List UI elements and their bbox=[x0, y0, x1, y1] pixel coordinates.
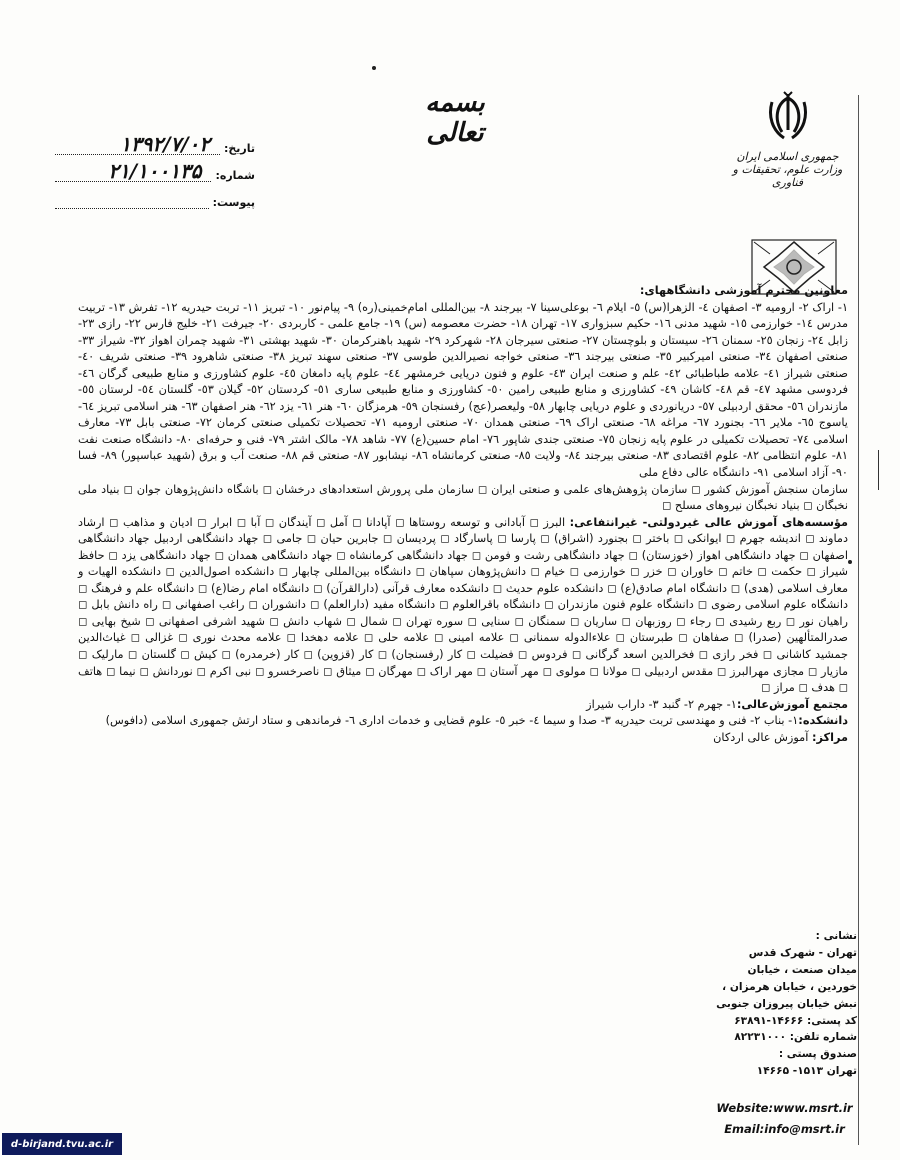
org-line-2: وزارت علوم، تحقیقات و فناوری bbox=[732, 163, 843, 189]
complex-paragraph bbox=[78, 697, 848, 714]
organizations-list: سازمان سنجش آموزش کشور ◻ سازمان پژوهش‌های علمی و صنعتی ایران ◻ سازمان ملی پرورش استعدادهای درخشان ◻ باشگاه دانش‌پژوهان جوان ◻ بنیاد ملی نخبگان ◻ بنیاد نخبگان نیروهای مسلح ◻ bbox=[78, 482, 848, 513]
org-line-1: جمهوری اسلامی ایران bbox=[736, 150, 839, 163]
faculty-paragraph bbox=[78, 713, 848, 730]
address-line: خوردین ، خیابان هرمزان ، bbox=[722, 980, 857, 993]
address-label: نشانی : bbox=[815, 930, 857, 942]
bismillah-heading: بسمه تعالی bbox=[425, 88, 485, 148]
complex-list: ۱- جهرم ۲- گنبد ۳- داراب شیراز bbox=[586, 697, 737, 711]
scan-edge-line bbox=[858, 95, 859, 1145]
attachment-row bbox=[55, 182, 255, 209]
letter-body bbox=[78, 283, 848, 746]
centers-paragraph bbox=[78, 730, 848, 747]
number-label: شماره: bbox=[215, 169, 255, 182]
ministry-emblem-block bbox=[725, 90, 850, 220]
scan-speck bbox=[848, 560, 852, 564]
scan-edge-mark bbox=[878, 450, 879, 490]
watermark-badge: d-birjand.tvu.ac.ir bbox=[2, 1133, 122, 1155]
centers-heading: مراکز: bbox=[811, 730, 848, 744]
address-line: میدان صنعت ، خیابان bbox=[747, 963, 857, 976]
faculty-heading: دانشکده: bbox=[798, 714, 848, 728]
web-contact bbox=[712, 1098, 857, 1140]
complex-heading: مجتمع آموزش‌عالی: bbox=[736, 697, 848, 711]
date-row bbox=[55, 128, 255, 155]
centers-list: آموزش عالی اردکان bbox=[713, 730, 809, 744]
po-box-label: صندوق پستی : bbox=[778, 1048, 857, 1061]
scan-speck bbox=[372, 66, 376, 70]
po-box: تهران ۱۵۱۳- ۱۴۶۶۵ bbox=[756, 1065, 857, 1078]
letter-meta bbox=[55, 128, 255, 209]
date-value: ۱۳۹۲/۷/۰۲ bbox=[120, 132, 210, 156]
attachment-label: پیوست: bbox=[212, 196, 255, 209]
recipients-heading: معاونین محترم آموزشی دانشگاههای: bbox=[639, 284, 848, 297]
postal-code: کد پستی: ۱۴۶۶۶-۶۳۸۹۱ bbox=[734, 1014, 857, 1027]
address-line: نبش خیابان پیروزان جنوبی bbox=[716, 997, 857, 1010]
website-link[interactable]: Website:www.msrt.ir bbox=[716, 1101, 853, 1115]
number-value: ۲۱/۱۰۰۱۳۵ bbox=[108, 159, 202, 183]
iran-emblem-icon bbox=[766, 90, 810, 144]
nonprofit-list: البرز ◻ آبادانی و توسعه روستاها ◻ آپادانا ◻ آمل ◻ آیندگان ◻ آبا ◻ ابرار ◻ ادیان و مذاهب ◻ ارشاد دماوند ◻ اندیشه جهرم ◻ ایوانکی ◻ باختر ◻ بجنورد (اشراق) ◻ پارسا ◻ پاسارگاد ◻ پردیسان ◻ جابرین حیان ◻ جامی ◻ جهاد دانشگاهی اردبیل جهاد دانشگاهی اصفهان ◻ جهاد دانشگاهی اهواز (خوزستان) ◻ جهاد دانشگاهی رشت و فومن ◻ جهاد دانشگاهی کرمانشاه ◻ جهاد دانشگاهی همدان ◻ جهاد دانشگاهی یزد ◻ حافظ شیراز ◻ حکمت ◻ خاتم ◻ خاوران ◻ خزر ◻ خوارزمی ◻ خیام ◻ دانش‌پژوهان سپاهان ◻ دانشگاه بین‌المللی چابهار ◻ دانشکده اصول‌الدین ◻ دانشکده الهیات و معارف اسلامی (هدی) ◻ دانشگاه امام صادق(ع) ◻ دانشکده علوم حدیث ◻ دانشکده معارف قرآنی (دارالقرآن) ◻ دانشگاه امام رضا(ع) ◻ دانشگاه علم و فرهنگ ◻ دانشگاه علوم اسلامی رضوی ◻ دانشگاه علوم فنون مازندران ◻ دانشگاه باقرالعلوم ◻ دانشگاه مفید (دارالعلم) ◻ دانشوران ◻ راغب اصفهانی ◻ راه دانش بابل ◻ راهیان نور ◻ ربع رشیدی ◻ رجاء ◻ روزبهان ◻ ساریان ◻ سمنگان ◻ سنایی ◻ سوره تهران ◻ شمال ◻ شهاب دانش ◻ شهید اشرفی اصفهانی ◻ شیخ بهایی ◻ صدرالمتألهین (صدرا) ◻ صفاهان ◻ طبرستان ◻ علاءالدوله سمنانی ◻ علامه امینی ◻ علامه حلی ◻ علامه دهخدا ◻ علامه محدث نوری ◻ غزالی ◻ غیاث‌الدین جمشید کاشانی ◻ فخر رازی ◻ فخرالدین اسعد گرگانی ◻ فردوس ◻ فضیلت ◻ کار (رفسنجان) ◻ کار (قزوین) ◻ کار (خرمدره) ◻ کیش ◻ گلستان ◻ مارلیک ◻ مازیار ◻ مجازی مهرالبرز ◻ مقدس اردبیلی ◻ مولانا ◻ مولوی ◻ مهر آستان ◻ مهر اراک ◻ مهرگان ◻ میثاق ◻ ناصرخسرو ◻ نبی اکرم ◻ نوردانش ◻ نیما ◻ هاتف ◻ هدف ◻ مراز ◻ bbox=[78, 515, 848, 695]
phone-number: شماره تلفن: ۸۲۲۳۱۰۰۰ bbox=[734, 1031, 857, 1044]
nonprofit-paragraph bbox=[78, 515, 848, 697]
email-link[interactable]: Email:info@msrt.ir bbox=[724, 1122, 845, 1136]
faculty-list: ۱- بناب ۲- فنی و مهندسی تربت حیدریه ۳- صدا و سیما ٤- خبر ٥- علوم قضایی و خدمات اداری ٦- فرماندهی و ستاد ارتش جمهوری اسلامی (دافوس) bbox=[105, 714, 799, 728]
contact-block bbox=[712, 928, 857, 1080]
universities-list: ۱- اراک ۲- ارومیه ۳- اصفهان ٤- الزهرا(س) ٥- ایلام ٦- بوعلی‌سینا ۷- بیرجند ۸- بین‌المللی امام‌خمینی(ره) ۹- پیام‌نور ۱۰- تبریز ۱۱- تربت حیدریه ۱۲- تفرش ۱۳- تربیت مدرس ۱٤- خوارزمی ۱٥- شهید مدنی ۱٦- حکیم سبزواری ۱۷- تهران ۱۸- حضرت معصومه (س) ۱۹- جامع علمی - کاربردی ۲۰- جیرفت ۲۱- خلیج فارس ۲۲- رازی ۲۳- زابل ۲٤- زنجان ۲٥- سمنان ۲٦- سیستان و بلوچستان ۲۷- صنعتی سیرجان ۲۸- شهرکرد ۲۹- شهید باهنرکرمان ۳۰- شهید بهشتی ۳۱- شهید چمران اهواز ۳۲- شیراز ۳۳- صنعتی اصفهان ۳٤- صنعتی امیرکبیر ۳٥- صنعتی بیرجند ۳٦- صنعتی خواجه نصیرالدین طوسی ۳۷- صنعتی سهند تبریز ۳۸- صنعتی شاهرود ۳۹- صنعتی شریف ٤۰- صنعتی شیراز ٤۱- علامه طباطبائی ٤۲- علم و صنعت ایران ٤۳- علوم و فنون دریایی خرمشهر ٤٤- علوم پایه دامغان ٤٥- علوم کشاورزی و منابع طبیعی گرگان ٤٦- فردوسی مشهد ٤۷- قم ٤۸- کاشان ٤۹- کشاورزی و منابع طبیعی رامین ٥۰- کشاورزی و منابع طبیعی ساری ٥۱- کردستان ٥۲- گیلان ٥۳- گلستان ٥٤- لرستان ٥٥- مازندران ٥٦- محقق اردبیلی ٥۷- دریانوردی و علوم دریایی چابهار ٥۸- ولیعصر(عج) رفسنجان ٥۹- هرمزگان ٦۰- هنر ٦۱- یزد ٦۲- هنر اصفهان ٦۳- هنر اسلامی تبریز ٦٤- یاسوج ٦٥- ملایر ٦٦- بجنورد ٦۷- مراغه ٦۸- صنعتی اراک ٦۹- صنعتی همدان ۷۰- صنعتی ارومیه ۷۱- تحصیلات تکمیلی صنعتی کرمان ۷۲- صنعتی بابل ۷۳- معارف اسلامی ۷٤- تحصیلات تکمیلی در علوم پایه زنجان ۷٥- صنعتی جندی شاپور ۷٦- امام حسین(ع) ۷۷- شاهد ۷۸- مالک اشتر ۷۹- فنی و حرفه‌ای ۸۰- دانشگاه صنعت نفت ۸۱- علوم انتظامی ۸۲- علوم اقتصادی ۸۳- صنعتی بیرجند ۸٤- ولایت ۸٥- صنعتی کرمانشاه ۸٦- نیشابور ۸۷- صنعتی قم ۸۸- صنعت آب و برق (شهید عباسپور) ۸۹- فسا ۹۰- آزاد اسلامی ۹۱- دانشگاه عالی دفاع ملی bbox=[78, 300, 849, 480]
date-label: تاریخ: bbox=[223, 142, 255, 155]
nonprofit-heading: مؤسسه‌های آموزش عالی غیردولتی- غیرانتفاعی: bbox=[569, 515, 849, 529]
number-row bbox=[55, 155, 255, 182]
address-line: تهران - شهرک قدس bbox=[748, 946, 857, 959]
